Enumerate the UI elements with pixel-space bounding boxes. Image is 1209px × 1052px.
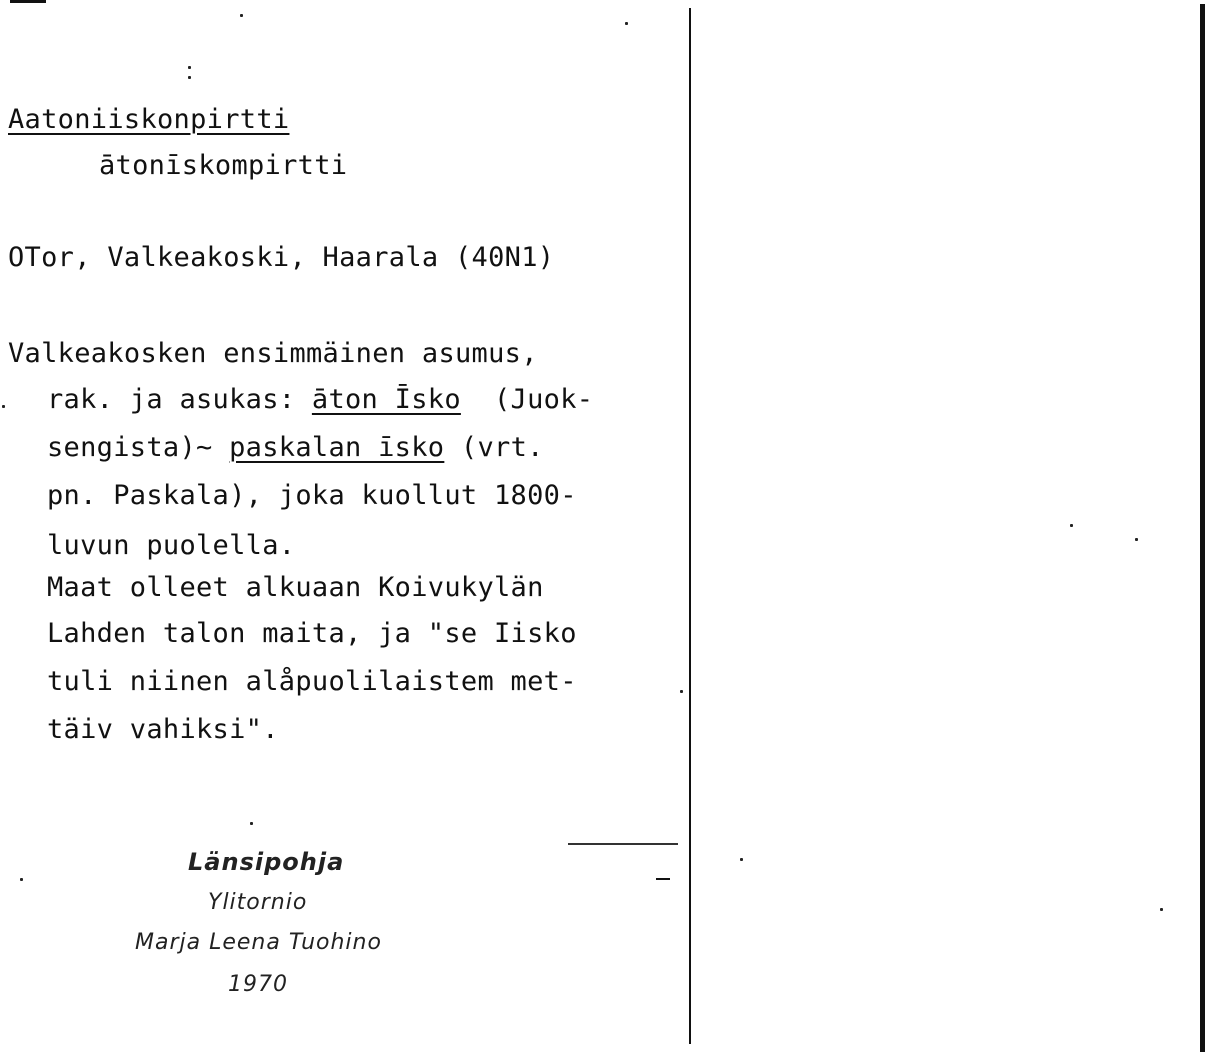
- body-line: Valkeakosken ensimmäinen asumus,: [8, 338, 538, 369]
- pronunciation: ātonīskompirtti: [99, 150, 348, 181]
- body-text: (vrt.: [444, 432, 544, 463]
- body-line: pn. Paskala), joka kuollut 1800-: [47, 480, 577, 511]
- scan-speck: [188, 66, 191, 69]
- dialect-form: paskalan īsko: [229, 432, 445, 463]
- scan-speck: [188, 76, 191, 79]
- body-line: [47, 434, 544, 461]
- body-line: Lahden talon maita, ja "se Iisko: [47, 618, 577, 649]
- body-line: tuli niinen alåpuolilaistem met-: [47, 666, 577, 697]
- stamp-parish: Ylitornio: [208, 890, 308, 915]
- body-text: (Juok-: [460, 384, 594, 415]
- stamp-region: Länsipohja: [188, 848, 345, 876]
- scan-speck: [1135, 538, 1138, 541]
- top-scan-mark: [10, 0, 46, 3]
- column-divider: [689, 8, 691, 1044]
- scan-speck: [1160, 908, 1163, 911]
- headword: Aatoniiskonpirtti: [8, 104, 290, 135]
- scan-speck: [680, 690, 683, 693]
- scan-speck: [240, 14, 243, 17]
- dash-mark: [656, 878, 670, 880]
- body-text: sengista)~: [47, 432, 230, 463]
- scan-speck: [20, 878, 23, 881]
- body-line: [47, 386, 593, 413]
- scan-speck: [740, 858, 743, 861]
- body-line: Maat olleet alkuaan Koivukylän: [47, 572, 544, 603]
- stamp-year: 1970: [228, 972, 288, 997]
- stamp-collector: Marja Leena Tuohino: [135, 930, 382, 955]
- dash-mark: [568, 843, 678, 845]
- scan-speck: [250, 822, 253, 825]
- dialect-form: āton Īsko: [311, 384, 461, 415]
- source-line: OTor, Valkeakoski, Haarala (40N1): [8, 242, 555, 273]
- body-line: luvun puolella.: [47, 530, 296, 561]
- scan-speck: [625, 22, 628, 25]
- body-text: rak. ja asukas:: [47, 384, 312, 415]
- margin-mark: [2, 405, 5, 408]
- body-line: täiv vahiksi".: [47, 714, 279, 745]
- scan-speck: [1070, 524, 1073, 527]
- card-right-edge: [1200, 4, 1205, 1052]
